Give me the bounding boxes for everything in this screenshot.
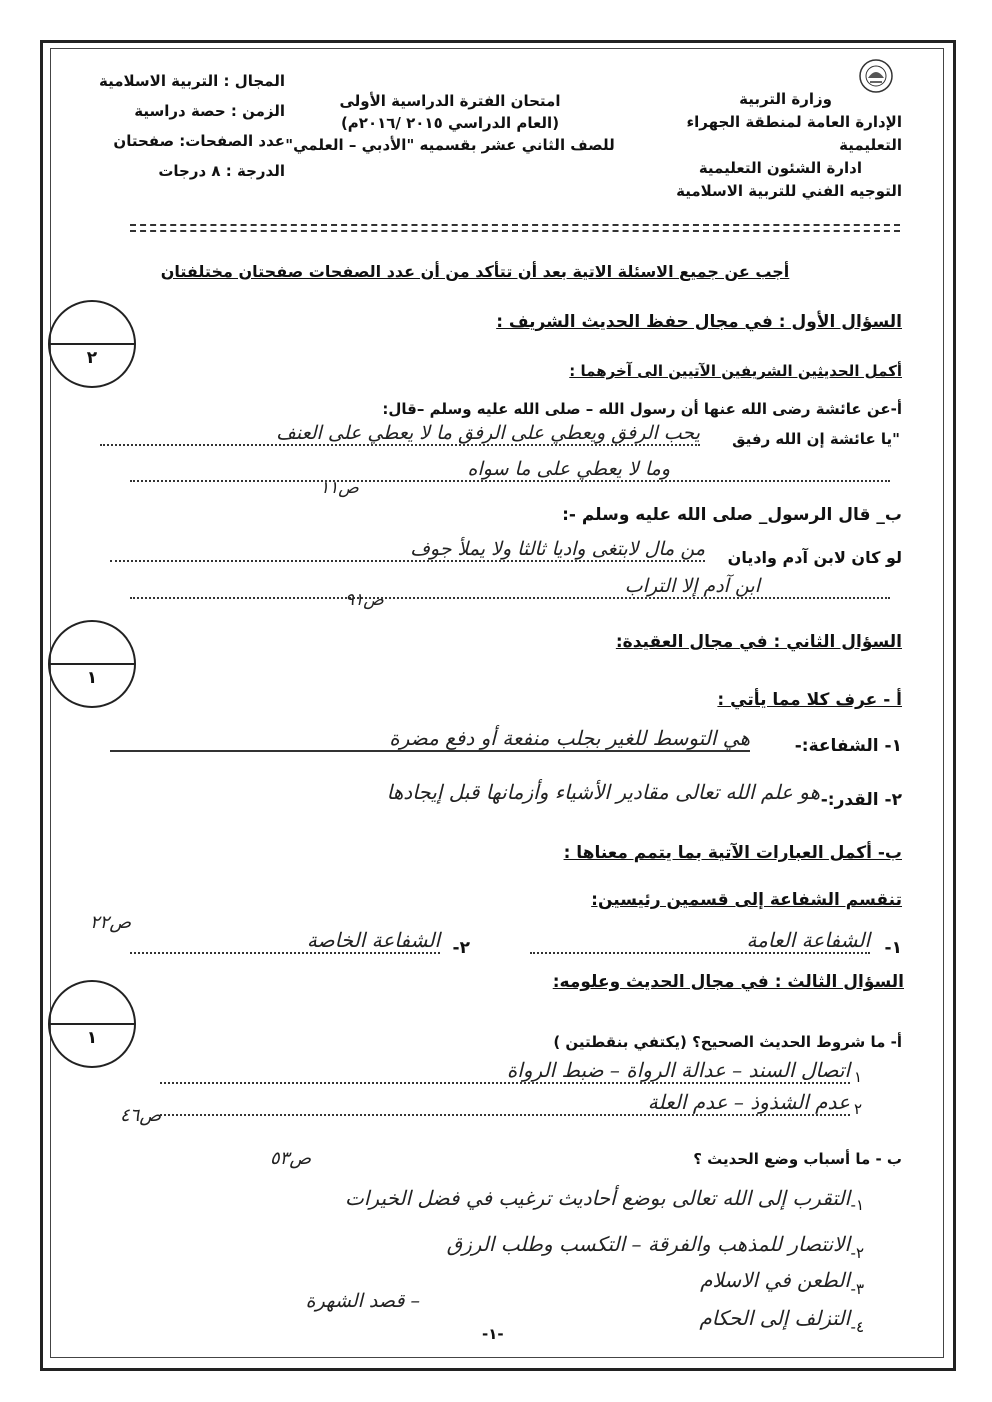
header-divider — [130, 224, 900, 226]
page-number: -١- — [482, 1325, 504, 1343]
grade-field: الدرجة : ٨ درجات — [158, 162, 285, 180]
q3b-line4-num: ٤- — [850, 1318, 864, 1336]
q1b-intro: ب_ قال الرسول_ صلى الله عليه وسلم -: — [562, 505, 902, 525]
score-circle-q1 — [48, 300, 136, 388]
q1a-intro: أ-عن عائشة رضى الله عنها أن رسول الله – صلى الله عليه وسلم –قال: — [382, 400, 902, 418]
score-circle-q3 — [48, 980, 136, 1068]
score-value: ١ — [86, 668, 98, 688]
q2a-item1-answer: هي التوسط للغير بجلب منفعة أو دفع مضرة — [110, 726, 750, 752]
q2a-item2-answer: هو علم الله تعالى مقادير الأشياء وأزمانها قبل إيجادها — [386, 780, 820, 804]
q2b-subtitle: تنقسم الشفاعة إلى قسمين رئيسين: — [591, 890, 902, 910]
exam-title: امتحان الفترة الدراسية الأولى — [339, 92, 561, 110]
q3b-line3-extra: – قصد الشهرة — [305, 1290, 420, 1312]
pages-field: عدد الصفحات: صفحتان — [113, 132, 285, 150]
q1b-answer-line-1: من مال لابتغى واديا ثالثا ولا يملأ جوف — [110, 538, 705, 562]
q3b-line2-num: ٢- — [850, 1244, 864, 1262]
score-circle-q2 — [48, 620, 136, 708]
q3a-page-ref: ص٤٦ — [120, 1105, 162, 1126]
header-ministry-line: وزارة التربية — [739, 90, 832, 108]
q3a-line1-answer: اتصال السند – عدالة الرواة – ضبط الرواة — [160, 1058, 850, 1084]
q1b-start: لو كان لابن آدم واديان — [727, 548, 902, 567]
header-ministry-line: الإدارة العامة لمنطقة الجهراء التعليمية — [686, 113, 902, 154]
header-ministry-line: التوجيه الفني للتربية الاسلامية — [676, 182, 902, 200]
header-divider — [130, 230, 900, 232]
q2b-page-ref: ص٢٢ — [90, 912, 132, 933]
q2-title: السؤال الثاني : في مجال العقيدة: — [615, 632, 902, 652]
q3a-line2-num: ٢ — [853, 1100, 862, 1118]
header-subject-block — [95, 66, 285, 186]
q3b-title: ب - ما أسباب وضع الحديث ؟ — [693, 1150, 902, 1168]
exam-year: (العام الدراسي ٢٠١٥ /٢٠١٦م) — [340, 114, 560, 132]
subject-field: المجال : التربية الاسلامية — [99, 72, 285, 90]
header-exam-block — [285, 90, 615, 156]
q2b-title: ب- أكمل العبارات الآتية بما يتمم معناها : — [563, 843, 902, 863]
q3a-title: أ- ما شروط الحديث الصحيح؟ (يكتفي بنقطتين ) — [553, 1033, 902, 1051]
q1b-answer-line-2: ابن آدم إلا التراب — [130, 575, 890, 599]
q3b-line1-num: ١- — [850, 1196, 864, 1214]
q3b-line1-answer: التقرب إلى الله تعالى بوضع أحاديث ترغيب في فضل الخيرات — [345, 1186, 850, 1210]
q3a-line1-num: ١ — [853, 1068, 862, 1086]
score-value: ٢ — [86, 348, 98, 368]
q1b-page-ref: ص٩١ — [345, 590, 384, 610]
q1a-answer-line-2: وما لا يعطي على ما سواه — [130, 458, 890, 482]
q2b-item2-answer: الشفاعة الخاصة — [130, 928, 440, 954]
q3b-page-ref: ص٥٣ — [270, 1148, 312, 1169]
q1-title: السؤال الأول : في مجال حفظ الحديث الشريف : — [496, 312, 902, 332]
header-ministry-block — [632, 88, 902, 203]
score-value: ١ — [86, 1028, 98, 1048]
q1a-start: "يا عائشة إن الله رفيق — [732, 430, 900, 448]
q1a-answer-line-1: يحب الرفق ويعطي على الرفق ما لا يعطي على العنف — [100, 422, 700, 446]
q2b-item1-answer: الشفاعة العامة — [530, 928, 870, 954]
q1a-page-ref: ص١١ — [320, 478, 359, 498]
q2a-item2-label: ٢- القدر:- — [820, 790, 902, 810]
q2b-item1-label: ١- — [884, 938, 902, 958]
q3b-line3-num: ٣- — [850, 1280, 864, 1298]
q3a-line2-answer: عدم الشذوذ – عدم العلة — [160, 1090, 850, 1116]
q3b-line4-answer: التزلف إلى الحكام — [699, 1306, 850, 1330]
q3-title: السؤال الثالث : في مجال الحديث وعلومه: — [552, 972, 904, 992]
q3b-line3-answer: الطعن في الاسلام — [700, 1268, 850, 1292]
time-field: الزمن : حصة دراسية — [134, 102, 285, 120]
q2a-title: أ - عرف كلا مما يأتي : — [717, 690, 902, 710]
header-ministry-line: ادارة الشئون التعليمية — [698, 159, 862, 177]
q1-subtitle: أكمل الحديثين الشريفين الآتيين الى آخرهما : — [569, 362, 902, 380]
q2a-item1-label: ١- الشفاعة:- — [794, 736, 902, 756]
q3b-line2-answer: الانتصار للمذهب والفرقة – التكسب وطلب الرزق — [446, 1232, 850, 1256]
exam-instruction: أجب عن جميع الاسئلة الاتية بعد أن تتأكد من أن عدد الصفحات صفحتان مختلفتان — [160, 262, 790, 281]
q2b-item2-label: ٢- — [452, 938, 470, 958]
exam-grade: للصف الثاني عشر بقسميه "الأدبي – العلمي" — [285, 136, 615, 154]
